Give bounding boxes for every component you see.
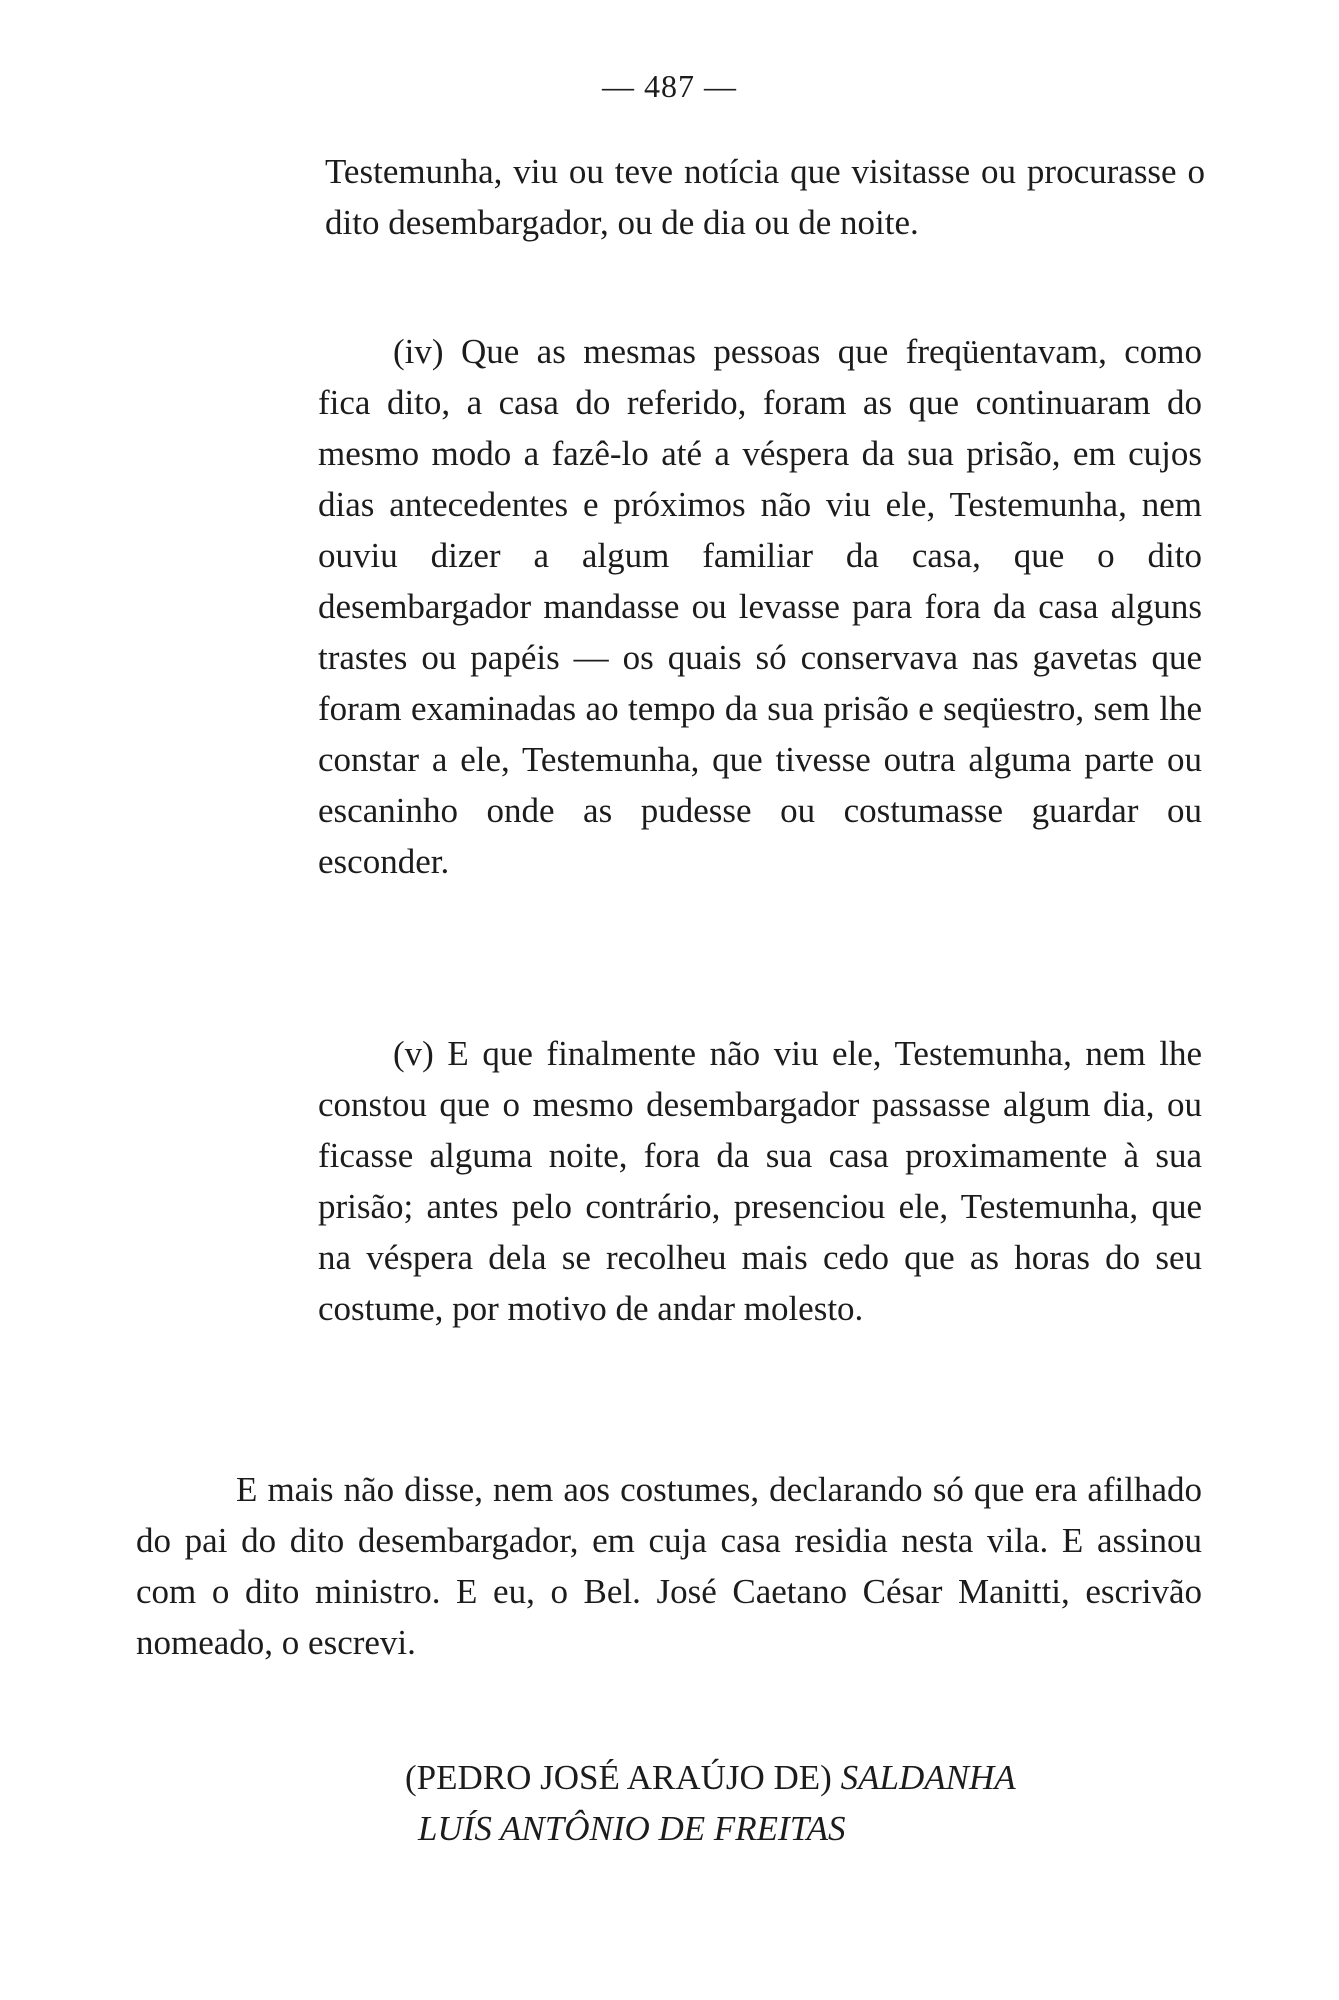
- paragraph-v-text: (v) E que finalmente não viu ele, Testemunha, nem lhe constou que o mesmo desembargador passasse algum dia, ou ficasse alguma noite, fora da sua casa proximamente à sua prisão; antes pelo contrário, presenciou ele, Testemunha, que na véspera dela se recolheu mais cedo que as horas do seu costume, por motivo de andar molesto.: [318, 1034, 1202, 1328]
- signature-line-2: LUÍS ANTÔNIO DE FREITAS: [418, 1809, 846, 1848]
- paragraph-v: [318, 1028, 1202, 1334]
- paragraph-iv-text: (iv) Que as mesmas pessoas que freqüentavam, como fica dito, a casa do referido, foram as que continuaram do mesmo modo a fazê-lo até a véspera da sua prisão, em cujos dias antecedentes e próximos não viu ele, Testemunha, nem ouviu dizer a algum familiar da casa, que o dito desembargador mandasse ou levasse para fora da casa alguns trastes ou papéis — os quais só conservava nas gavetas que foram examinadas ao tempo da sua prisão e seqüestro, sem lhe constar a ele, Testemunha, que tivesse outra alguma parte ou escaninho onde as pudesse ou costumasse guardar ou esconder.: [318, 332, 1202, 881]
- paragraph-continuation-text: Testemunha, viu ou teve notícia que visitasse ou procurasse o dito desembargador, ou de dia ou de noite.: [325, 152, 1205, 242]
- page-number: — 487 —: [602, 68, 737, 104]
- paragraph-continuation: [325, 146, 1205, 248]
- paragraph-closing-text: E mais não disse, nem aos costumes, declarando só que era afilhado do pai do dito desembargador, em cuja casa residia nesta vila. E assinou com o dito ministro. E eu, o Bel. José Caetano César Manitti, escrivão nomeado, o escrevi.: [136, 1470, 1202, 1662]
- signature-line-1: [405, 1752, 1016, 1803]
- paragraph-closing: [136, 1464, 1202, 1668]
- signature-name-italic: SALDANHA: [840, 1758, 1016, 1797]
- signature-block: [405, 1752, 1016, 1854]
- paragraph-iv: [318, 326, 1202, 887]
- signature-name-upright: (PEDRO JOSÉ ARAÚJO DE): [405, 1758, 832, 1797]
